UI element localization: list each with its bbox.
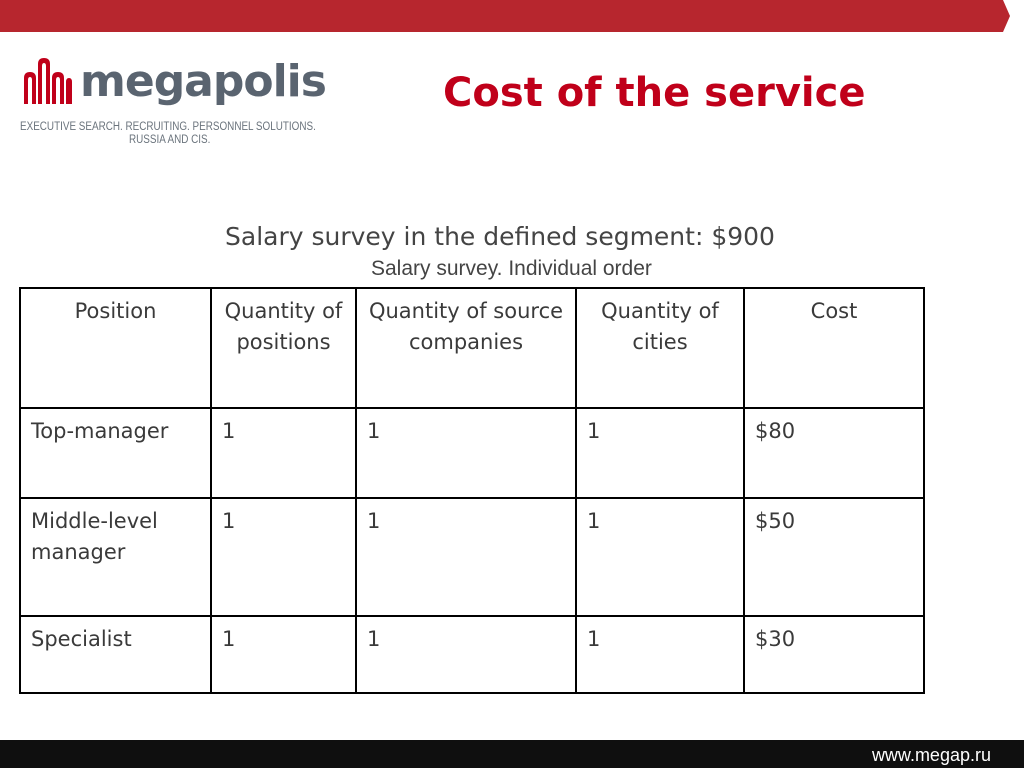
- service-cost-table: [19, 287, 925, 694]
- cell-quantity-of-source-companies: 1: [356, 498, 576, 616]
- website-link[interactable]: www.megap.ru: [871, 745, 991, 765]
- cell-cost: $80: [744, 408, 924, 498]
- building-logo-icon: [22, 58, 74, 106]
- column-header-position: Position: [20, 288, 211, 408]
- table-row: [20, 498, 924, 616]
- slide-title: Cost of the service: [443, 70, 866, 116]
- cell-cost: $30: [744, 616, 924, 693]
- column-header-quantity-of-source-companies: Quantity of source companies: [356, 288, 576, 408]
- table-row: [20, 408, 924, 498]
- table-header-row: [20, 288, 924, 408]
- cell-quantity-of-cities: 1: [576, 408, 744, 498]
- brand-name: megapolis: [80, 56, 326, 107]
- column-header-quantity-of-positions: Quantity of positions: [211, 288, 356, 408]
- table-row: [20, 616, 924, 693]
- column-header-cost: Cost: [744, 288, 924, 408]
- cell-quantity-of-positions: 1: [211, 498, 356, 616]
- brand-tagline-line2: RUSSIA AND CIS.: [129, 134, 211, 146]
- cell-quantity-of-source-companies: 1: [356, 616, 576, 693]
- megapolis-logo: [22, 58, 342, 158]
- survey-subtitle: Salary survey in the defined segment: $900: [225, 222, 775, 251]
- top-bar: [0, 0, 1024, 32]
- brand-tagline-line1: EXECUTIVE SEARCH. RECRUITING. PERSONNEL SOLUTIONS.: [20, 121, 316, 133]
- cell-position: Middle-level manager: [20, 498, 211, 616]
- cell-quantity-of-positions: 1: [211, 616, 356, 693]
- cell-position: Top-manager: [20, 408, 211, 498]
- cell-quantity-of-positions: 1: [211, 408, 356, 498]
- cell-quantity-of-cities: 1: [576, 498, 744, 616]
- cell-quantity-of-cities: 1: [576, 616, 744, 693]
- column-header-quantity-of-cities: Quantity of cities: [576, 288, 744, 408]
- cell-cost: $50: [744, 498, 924, 616]
- cell-quantity-of-source-companies: 1: [356, 408, 576, 498]
- footer-bar: [0, 740, 1024, 768]
- cell-position: Specialist: [20, 616, 211, 693]
- survey-type-caption: Salary survey. Individual order: [371, 257, 652, 280]
